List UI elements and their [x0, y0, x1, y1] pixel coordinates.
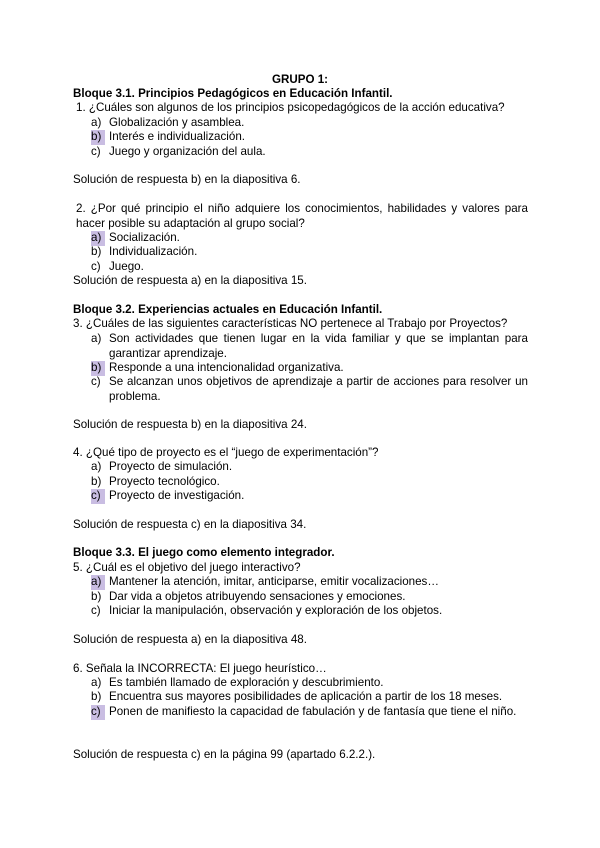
option-text: Proyecto de simulación. [109, 460, 233, 473]
solution-3: Solución de respuesta b) en la diapositiva 24. [73, 418, 307, 431]
option-3b [91, 361, 528, 376]
option-text: Son actividades que tienen lugar en la vida familiar y que se implantan para garantizar aprendizaje. [109, 332, 528, 360]
question-1 [76, 101, 531, 116]
option-text: Dar vida a objetos atribuyendo sensaciones y emociones. [109, 590, 406, 603]
question-3 [73, 317, 528, 332]
option-1a [91, 116, 528, 131]
option-label-highlighted: a) [91, 231, 105, 246]
option-3a [91, 332, 528, 361]
option-1c [91, 145, 528, 160]
option-2a [91, 231, 528, 246]
option-text: Ponen de manifiesto la capacidad de fabulación y de fantasía que tiene el niño. [109, 705, 517, 718]
option-text: Responde a una intencionalidad organizativa. [109, 361, 344, 374]
question-text: ¿Por qué principio el niño adquiere los conocimientos, habilidades y valores para hacer posible su adaptación al grupo social? [76, 202, 528, 230]
option-5a [91, 575, 528, 590]
option-2c [91, 260, 528, 275]
option-text: Se alcanzan unos objetivos de aprendizaje a partir de acciones para resolver un problema. [109, 375, 528, 403]
option-label: b) [91, 475, 102, 488]
solution-6: Solución de respuesta c) en la página 99 (apartado 6.2.2.). [73, 748, 376, 761]
option-label: c) [91, 145, 101, 158]
question-number: 1. [76, 101, 86, 114]
option-3c [91, 375, 528, 404]
option-text: Interés e individualización. [109, 130, 245, 143]
option-text: Proyecto tecnológico. [109, 475, 220, 488]
page-title: GRUPO 1: [271, 73, 329, 86]
option-1b [91, 130, 528, 145]
question-5 [73, 561, 528, 576]
option-label: a) [91, 676, 102, 689]
option-text: Iniciar la manipulación, observación y exploración de los objetos. [109, 604, 443, 617]
option-label-highlighted: c) [91, 489, 105, 504]
option-label-highlighted: a) [91, 575, 105, 590]
question-text: ¿Qué tipo de proyecto es el “juego de experimentación”? [85, 446, 379, 459]
option-5c [91, 604, 528, 619]
option-4b [91, 475, 528, 490]
option-label: b) [91, 690, 102, 703]
option-2b [91, 245, 528, 260]
question-2 [76, 202, 528, 231]
option-4a [91, 460, 528, 475]
question-text: ¿Cuál es el objetivo del juego interactivo? [85, 561, 301, 574]
question-4 [73, 446, 528, 461]
block-heading-3-1: Bloque 3.1. Principios Pedagógicos en Educación Infantil. [73, 87, 393, 100]
option-label: b) [91, 590, 102, 603]
option-label: a) [91, 332, 102, 345]
question-6 [73, 662, 528, 677]
option-5b [91, 590, 528, 605]
option-6c [91, 705, 528, 720]
option-6b [91, 690, 528, 705]
option-4c [91, 489, 528, 504]
option-text: Juego. [109, 260, 144, 273]
question-text: ¿Cuáles de las siguientes características NO pertenece al Trabajo por Proyectos? [85, 317, 508, 330]
option-text: Mantener la atención, imitar, anticiparse, emitir vocalizaciones… [109, 575, 439, 588]
option-text: Encuentra sus mayores posibilidades de aplicación a partir de los 18 meses. [109, 690, 503, 703]
solution-1: Solución de respuesta b) en la diapositiva 6. [73, 173, 301, 186]
question-number: 3. [73, 317, 83, 330]
option-label-highlighted: b) [91, 130, 105, 145]
question-text: ¿Cuáles son algunos de los principios psicopedagógicos de la acción educativa? [88, 101, 505, 114]
question-number: 2. [76, 202, 86, 215]
question-number: 4. [73, 446, 83, 459]
option-text: Socialización. [109, 231, 180, 244]
solution-5: Solución de respuesta a) en la diapositiva 48. [73, 633, 307, 646]
question-number: 5. [73, 561, 83, 574]
option-text: Es también llamado de exploración y descubrimiento. [109, 676, 384, 689]
option-label: c) [91, 375, 101, 388]
option-label-highlighted: c) [91, 705, 105, 720]
block-heading-3-3: Bloque 3.3. El juego como elemento integrador. [73, 546, 335, 559]
option-text: Juego y organización del aula. [109, 145, 266, 158]
option-6a [91, 676, 528, 691]
option-label: c) [91, 260, 101, 273]
option-label: c) [91, 604, 101, 617]
option-text: Globalización y asamblea. [109, 116, 245, 129]
block-heading-3-2: Bloque 3.2. Experiencias actuales en Educación Infantil. [73, 303, 383, 316]
question-text: Señala la INCORRECTA: El juego heurístico… [85, 662, 327, 675]
solution-4: Solución de respuesta c) en la diapositiva 34. [73, 518, 307, 531]
option-label-highlighted: b) [91, 361, 105, 376]
option-text: Proyecto de investigación. [109, 489, 245, 502]
option-text: Individualización. [109, 245, 198, 258]
option-label: b) [91, 245, 102, 258]
solution-2: Solución de respuesta a) en la diapositiva 15. [73, 274, 307, 287]
question-number: 6. [73, 662, 83, 675]
option-label: a) [91, 460, 102, 473]
option-label: a) [91, 116, 102, 129]
